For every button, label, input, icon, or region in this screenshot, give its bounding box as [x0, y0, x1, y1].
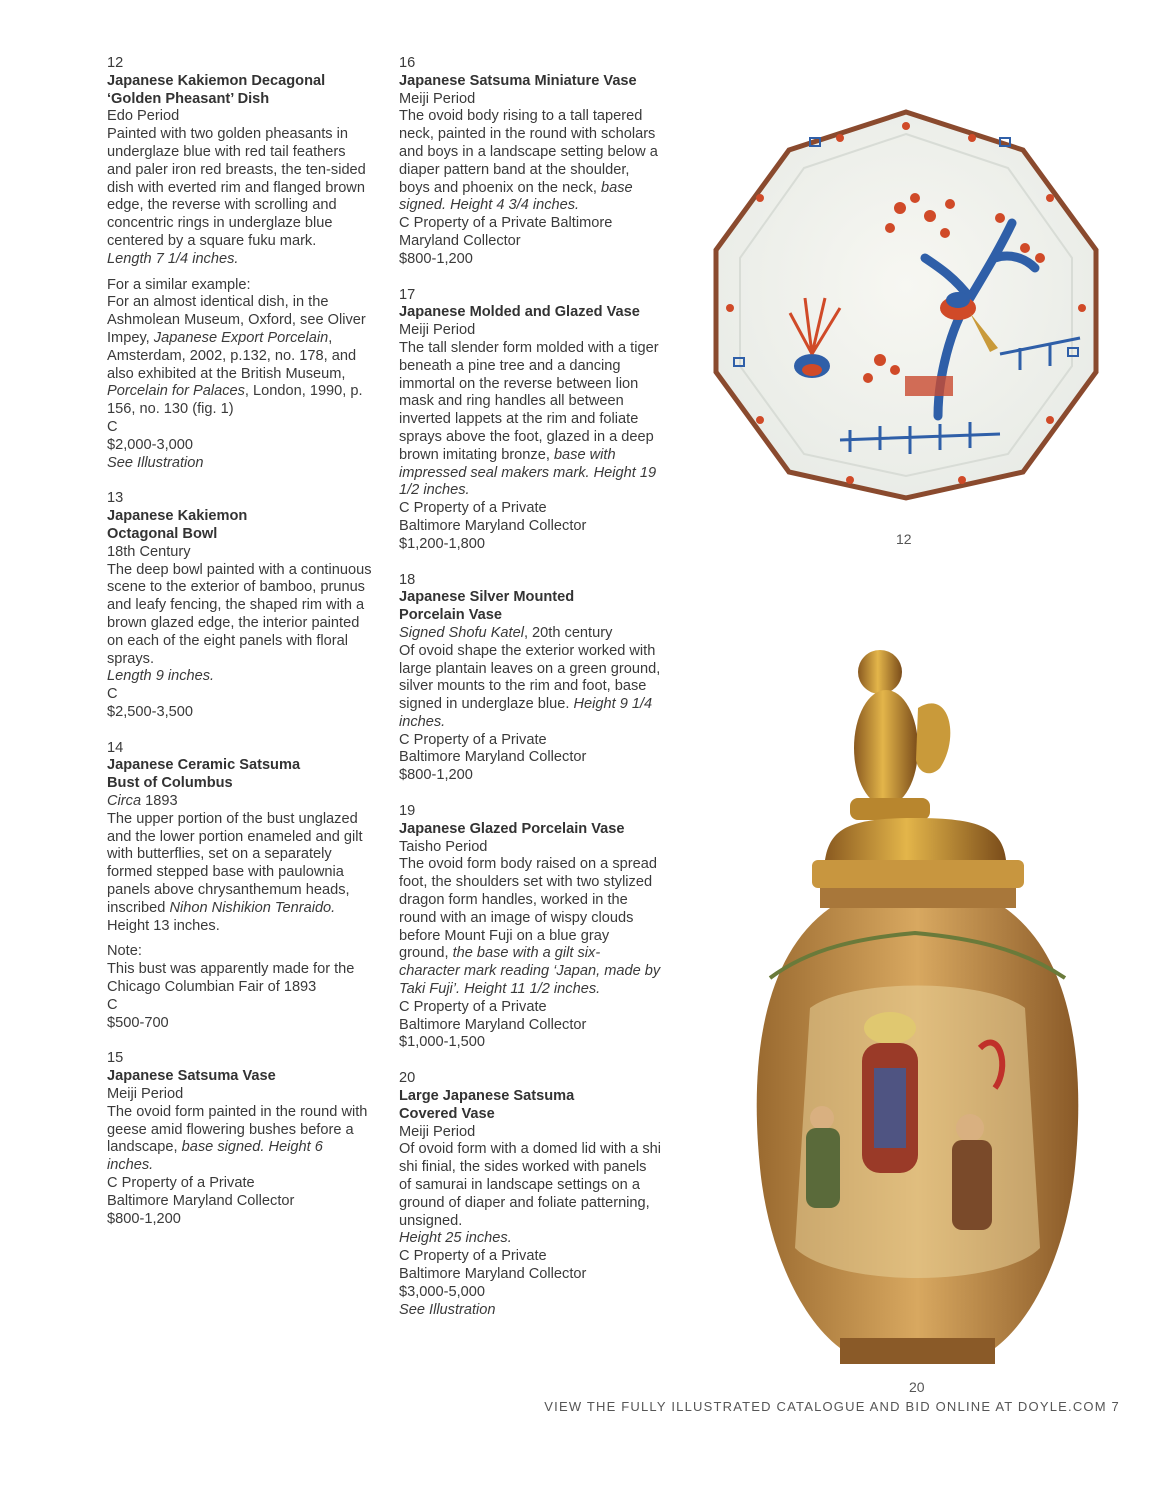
lot-number: 18: [399, 571, 416, 588]
lot-title-line-1: Large Japanese Satsuma: [399, 1088, 575, 1105]
lot-estimate: $1,000-1,500: [399, 1034, 486, 1051]
lot-estimate: $2,000-3,000: [107, 436, 194, 453]
lot-title: Japanese Glazed Porcelain Vase: [399, 820, 625, 837]
lot-number: 17: [399, 286, 416, 303]
lot-title: Japanese Satsuma Vase: [107, 1068, 276, 1085]
lot-number: 12: [107, 55, 124, 71]
lot-period: Edo Period: [107, 108, 180, 125]
lot-estimate: $500-700: [107, 1014, 169, 1031]
lot-provenance-1: C Property of a Private Baltimore: [399, 215, 613, 232]
see-illustration: See Illustration: [107, 454, 204, 471]
vase-lid: [825, 818, 1006, 860]
dish-image: [700, 108, 1113, 502]
dish-rim: [716, 112, 1096, 498]
lot-description: Of ovoid shape the exterior worked with large plantain leaves on a green ground, silver mounts to the rim and foot, base signed in underglaze blue. Height 9 1/4 inches.: [399, 642, 661, 730]
lot-period: Taisho Period: [399, 838, 488, 855]
lot-code: C: [107, 686, 118, 703]
lot-estimate: $800-1,200: [399, 767, 473, 784]
lot-description: The ovoid form painted in the round with geese amid flowering bushes before a landscape, base signed. Height 6 inches.: [107, 1103, 368, 1174]
note-label: Note:: [107, 943, 142, 960]
lot-period: Meiji Period: [399, 90, 476, 107]
lot-period: Circa 1893: [107, 793, 178, 810]
lot-estimate: $2,500-3,500: [107, 703, 194, 720]
lot-provenance-1: C Property of a Private: [399, 731, 547, 748]
similar-label: For a similar example:: [107, 276, 251, 293]
lot-description: The tall slender form molded with a tiger beneath a pine tree and a dancing immortal on the reverse between lion mask and ring handles all between inverted lappets at the rim and foliate sprays above the foot, glazed in a deep brown imitating bronze, base with impressed seal makers mark. Height 19 1/2 inches.: [399, 339, 659, 499]
lot-19: [399, 803, 661, 1052]
lot-dimensions: Length 9 inches.: [107, 668, 215, 685]
note-text: This bust was apparently made for the Chicago Columbian Fair of 1893: [107, 961, 355, 996]
lot-period: Signed Shofu Katel, 20th century: [399, 624, 613, 641]
lot-16: [399, 55, 661, 269]
figure-caption-20: 20: [909, 1379, 925, 1395]
lot-number: 15: [107, 1050, 124, 1067]
lot-17: [399, 287, 661, 554]
lot-title: Japanese Molded and Glazed Vase: [399, 304, 640, 321]
lot-code: C: [107, 418, 118, 435]
lot-provenance-2: Baltimore Maryland Collector: [399, 1016, 587, 1033]
lot-18: [399, 572, 661, 786]
lot-12: [107, 55, 372, 472]
page-footer: VIEW THE FULLY ILLUSTRATED CATALOGUE AND BID ONLINE AT DOYLE.COM 7: [544, 1399, 1120, 1414]
lot-number: 16: [399, 55, 416, 71]
lot-title-line-2: ‘Golden Pheasant’ Dish: [107, 90, 270, 107]
lot-estimate: $1,200-1,800: [399, 535, 486, 552]
lot-15: [107, 1050, 372, 1228]
lot-title-line-2: Octagonal Bowl: [107, 525, 218, 542]
lot-code: C: [107, 996, 118, 1013]
lot-20: [399, 1070, 661, 1319]
lot-estimate: $800-1,200: [399, 250, 473, 267]
lot-dimensions: Height 25 inches.: [399, 1230, 512, 1247]
lot-description: The upper portion of the bust unglazed and the lower portion enameled and gilt with butterflies, set on a separately formed stepped base with paulownia panels above chrysanthemum heads, inscribed Nihon Nishikion Tenraido.: [107, 810, 363, 916]
lot-title-line-1: Japanese Kakiemon Decagonal: [107, 72, 326, 89]
middle-column: [399, 55, 661, 1337]
lot-description: Painted with two golden pheasants in underglaze blue with red tail feathers and paler iron red breasts, the ten-sided dish with everted rim and flanged brown edge, the reverse with scrolling and concentric rings in underglaze blue centered by a square fuku mark.: [107, 126, 366, 249]
figure-caption-12: 12: [896, 531, 912, 547]
lot-estimate: $3,000-5,000: [399, 1283, 486, 1300]
lot-provenance-2: Baltimore Maryland Collector: [399, 749, 587, 766]
lot-13: [107, 490, 372, 721]
lot-title-line-1: Japanese Silver Mounted: [399, 589, 575, 606]
lot-provenance-1: C Property of a Private: [399, 500, 547, 517]
lot-number: 14: [107, 739, 124, 756]
lot-title: Japanese Satsuma Miniature Vase: [399, 72, 637, 89]
lot-title-line-2: Bust of Columbus: [107, 775, 233, 792]
lot-description: Of ovoid form with a domed lid with a shi shi finial, the sides worked with panels of samurai in landscape settings on a ground of diaper and foliate patterning, unsigned.: [399, 1141, 661, 1229]
lot-14: [107, 740, 372, 1033]
lot-provenance-1: C Property of a Private: [399, 1248, 547, 1265]
lot-description: The deep bowl painted with a continuous scene to the exterior of bamboo, prunus and leafy fencing, the shaped rim with a brown glazed edge, the interior painted on each of the eight panels with floral sprays.: [107, 561, 372, 667]
decagonal-dish-illustration: [700, 108, 1113, 502]
lot-title-line-1: Japanese Kakiemon: [107, 508, 248, 525]
lot-provenance-2: Baltimore Maryland Collector: [399, 1266, 587, 1282]
lot-period: Meiji Period: [107, 1086, 184, 1103]
lot-number: 20: [399, 1070, 416, 1087]
lot-title-line-2: Covered Vase: [399, 1105, 495, 1122]
lot-title-line-2: Porcelain Vase: [399, 607, 503, 624]
lot-title-line-1: Japanese Ceramic Satsuma: [107, 757, 301, 774]
lot-provenance-2: Baltimore Maryland Collector: [107, 1192, 295, 1209]
lot-provenance-2: Maryland Collector: [399, 232, 521, 249]
lot-dimensions: Height 13 inches.: [107, 917, 220, 934]
lot-description: The ovoid body rising to a tall tapered neck, painted in the round with scholars and boys in a landscape setting below a diaper pattern band at the shoulder, boys and phoenix on the neck, base signed. Height 4 3/4 inches.: [399, 108, 658, 214]
lot-provenance-1: C Property of a Private: [399, 998, 547, 1015]
lot-dimensions: Length 7 1/4 inches.: [107, 250, 239, 267]
lot-number: 19: [399, 803, 416, 820]
lot-estimate: $800-1,200: [107, 1210, 181, 1227]
left-column: [107, 55, 372, 1246]
lot-provenance-2: Baltimore Maryland Collector: [399, 517, 587, 534]
lot-period: 18th Century: [107, 543, 191, 560]
shishi-finial: [850, 650, 950, 820]
lot-provenance-1: C Property of a Private: [107, 1175, 255, 1192]
vase-image: [740, 648, 1095, 1368]
see-illustration: See Illustration: [399, 1301, 496, 1318]
lot-period: Meiji Period: [399, 1123, 476, 1140]
lot-description: The ovoid form body raised on a spread foot, the shoulders set with two stylized dragon form handles, worked in the round with an image of wispy clouds before Mount Fuji on a blue gray ground, the base with a gilt six-character mark reading ‘Japan, made by Taki Fuji’. Height 11 1/2 inches.: [399, 856, 661, 998]
lot-number: 13: [107, 490, 124, 507]
similar-text: For an almost identical dish, in the Ashmolean Museum, Oxford, see Oliver Impey, Japanese Export Porcelain, Amsterdam, 2002, p.132, no. 178, and also exhibited at the British Museum, Porcelain for Palaces, London, 1990, p. 156, no. 130 (fig. 1): [107, 294, 366, 418]
lot-period: Meiji Period: [399, 322, 476, 339]
covered-vase-illustration: [740, 648, 1095, 1368]
